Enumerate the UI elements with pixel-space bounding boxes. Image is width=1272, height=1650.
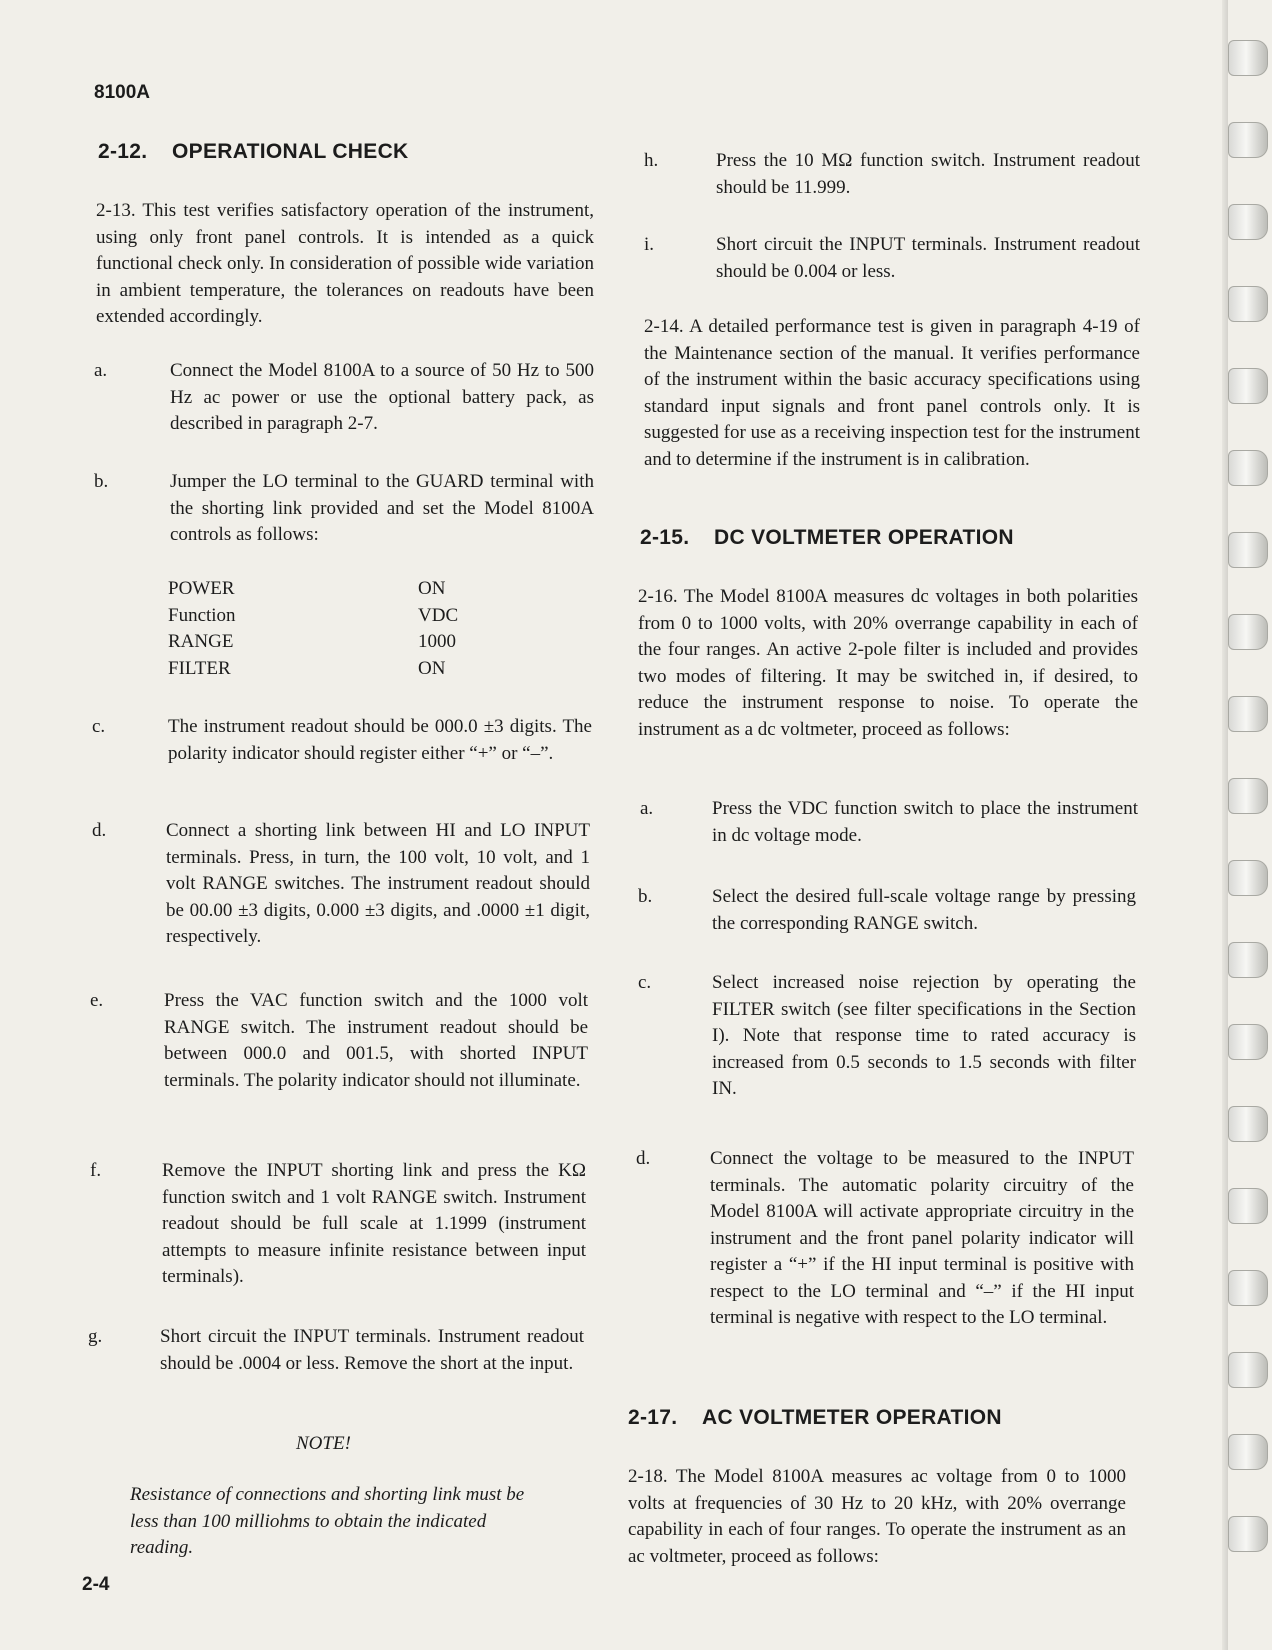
item-text: The instrument readout should be 000.0 ±3 digits. The polarity indicator should register either “+” or “–”. — [168, 716, 592, 764]
section-title: OPERATIONAL CHECK — [172, 140, 409, 163]
item-text: Jumper the LO terminal to the GUARD terminal with the shorting link provided and set the Model 8100A controls as follows: — [170, 471, 594, 545]
binding-ring — [1228, 696, 1268, 732]
settings-row — [168, 603, 458, 630]
list-item-b — [94, 469, 594, 549]
item-text: Connect the Model 8100A to a source of 50 Hz to 500 Hz ac power or use the optional battery pack, as described in paragraph 2-7. — [170, 360, 594, 434]
binding-ring — [1228, 1106, 1268, 1142]
binding-ring — [1228, 614, 1268, 650]
paragraph-2-13: 2-13. This test verifies satisfactory operation of the instrument, using only front panel controls. It is intended as a quick functional check only. In consideration of possible wide variation in ambient temperature, the tolerances on readouts have been extended accordingly. — [96, 200, 594, 327]
item-label: c. — [638, 972, 652, 993]
page-header-model: 8100A — [94, 82, 150, 103]
binding-ring — [1228, 1434, 1268, 1470]
item-label: g. — [88, 1326, 103, 1347]
binding-ring — [1228, 1024, 1268, 1060]
binding-ring — [1228, 122, 1268, 158]
list-item-a — [94, 358, 594, 438]
list-item-dc-d — [636, 1146, 1134, 1332]
binding-ring — [1228, 778, 1268, 814]
item-text: Select the desired full-scale voltage range by pressing the corresponding RANGE switch. — [712, 886, 1136, 934]
list-item-h — [644, 148, 1140, 201]
binding-ring — [1228, 40, 1268, 76]
settings-row — [168, 656, 458, 683]
settings-value: VDC — [418, 604, 459, 626]
item-label: a. — [640, 798, 654, 819]
binding-ring — [1228, 1516, 1268, 1552]
paragraph-2-14: 2-14. A detailed performance test is given in paragraph 4-19 of the Maintenance section of the manual. It verifies performance of the instrument within the basic accuracy specifications using standard input signals and front panel controls only. It is suggested for use as a receiving inspection test for the instrument and to determine if the instrument is in calibration. — [644, 316, 1140, 470]
item-label: b. — [94, 471, 109, 492]
item-text: Connect a shorting link between HI and LO INPUT terminals. Press, in turn, the 100 volt, 10 volt, and 1 volt RANGE switches. The instrument readout should be 00.00 ±3 digits, 0.000 ±3 digits, and .0000 ±1 digit, respectively. — [166, 820, 590, 947]
item-text: Press the VDC function switch to place the instrument in dc voltage mode. — [712, 798, 1138, 846]
item-label: i. — [644, 234, 655, 255]
paragraph-2-16: 2-16. The Model 8100A measures dc voltages in both polarities from 0 to 1000 volts, with 20% overrange capability in each of the four ranges. An active 2-pole filter is included and provides two modes of filtering. It may be switched in, if desired, to reduce the instrument response to noise. To operate the instrument as a dc voltmeter, proceed as follows: — [638, 586, 1138, 740]
section-title: DC VOLTMETER OPERATION — [714, 526, 1014, 549]
list-item-dc-b — [638, 884, 1136, 937]
item-text: Connect the voltage to be measured to the INPUT terminals. The automatic polarity circuitry of the Model 8100A will activate appropriate circuitry in the instrument and the front panel polarity indicator will register a “+” if the HI input terminal is positive with respect to the LO terminal and “–” if the HI input terminal is negative with respect to the LO terminal. — [710, 1148, 1134, 1328]
list-item-f — [90, 1158, 586, 1291]
settings-row — [168, 629, 458, 656]
item-text: Remove the INPUT shorting link and press the KΩ function switch and 1 volt RANGE switch. Instrument readout should be full scale at 1.1999 (instrument attempts to measure infinite resistance between input terminals). — [162, 1160, 586, 1287]
section-heading-2-17 — [628, 1406, 1002, 1430]
binding-ring — [1228, 450, 1268, 486]
item-label: b. — [638, 886, 653, 907]
binding-ring — [1228, 1188, 1268, 1224]
item-label: f. — [90, 1160, 102, 1181]
settings-control: POWER — [168, 578, 235, 599]
section-heading-2-12 — [98, 140, 409, 164]
item-label: d. — [92, 820, 107, 841]
binding-ring — [1228, 532, 1268, 568]
section-number: 2-12. — [98, 140, 148, 163]
list-item-dc-a — [640, 796, 1138, 849]
list-item-e — [90, 988, 588, 1094]
binding-ring — [1228, 1352, 1268, 1388]
list-item-g — [88, 1324, 584, 1377]
binding-ring — [1228, 1270, 1268, 1306]
control-settings-table — [168, 576, 458, 682]
binding-ring — [1228, 368, 1268, 404]
list-item-i — [644, 232, 1140, 285]
binding-ring — [1228, 860, 1268, 896]
item-text: Short circuit the INPUT terminals. Instrument readout should be .0004 or less. Remove the short at the input. — [160, 1326, 584, 1374]
item-text: Press the VAC function switch and the 1000 volt RANGE switch. The instrument readout should be between 000.0 and 001.5, with shorted INPUT terminals. The polarity indicator should not illuminate. — [164, 990, 588, 1091]
item-label: h. — [644, 150, 659, 171]
page-footer-number: 2-4 — [82, 1574, 110, 1595]
item-label: a. — [94, 360, 108, 381]
settings-value: ON — [418, 578, 446, 599]
list-item-d — [92, 818, 590, 951]
spiral-binding — [1228, 40, 1272, 1620]
item-text: Short circuit the INPUT terminals. Instrument readout should be 0.004 or less. — [716, 234, 1140, 282]
settings-value: 1000 — [418, 631, 456, 652]
settings-control: Function — [168, 604, 236, 626]
list-item-c — [92, 714, 592, 767]
settings-row — [168, 576, 458, 603]
item-label: e. — [90, 990, 104, 1011]
paragraph-2-18: 2-18. The Model 8100A measures ac voltage from 0 to 1000 volts at frequencies of 30 Hz to 20 kHz, with 20% overrange capability in each of four ranges. To operate the instrument as an ac voltmeter, proceed as follows: — [628, 1466, 1126, 1567]
settings-control: FILTER — [168, 657, 231, 679]
binding-ring — [1228, 286, 1268, 322]
section-title: AC VOLTMETER OPERATION — [702, 1406, 1002, 1429]
item-label: c. — [92, 716, 106, 737]
binding-ring — [1228, 942, 1268, 978]
note-text: Resistance of connections and shorting link must be less than 100 milliohms to obtain the indicated reading. — [130, 1484, 525, 1558]
section-heading-2-15 — [640, 526, 1014, 550]
list-item-dc-c — [638, 970, 1136, 1103]
settings-value: ON — [418, 657, 446, 679]
item-label: d. — [636, 1148, 651, 1169]
section-number: 2-15. — [640, 526, 690, 549]
item-text: Press the 10 MΩ function switch. Instrument readout should be 11.999. — [716, 150, 1140, 198]
item-text: Select increased noise rejection by operating the FILTER switch (see filter specifications in the Section I). Note that response time to rated accuracy is increased from 0.5 seconds to 1.5 seconds with filter IN. — [712, 972, 1136, 1099]
binding-ring — [1228, 204, 1268, 240]
settings-control: RANGE — [168, 631, 234, 652]
section-number: 2-17. — [628, 1406, 678, 1429]
note-title: NOTE! — [296, 1433, 351, 1454]
